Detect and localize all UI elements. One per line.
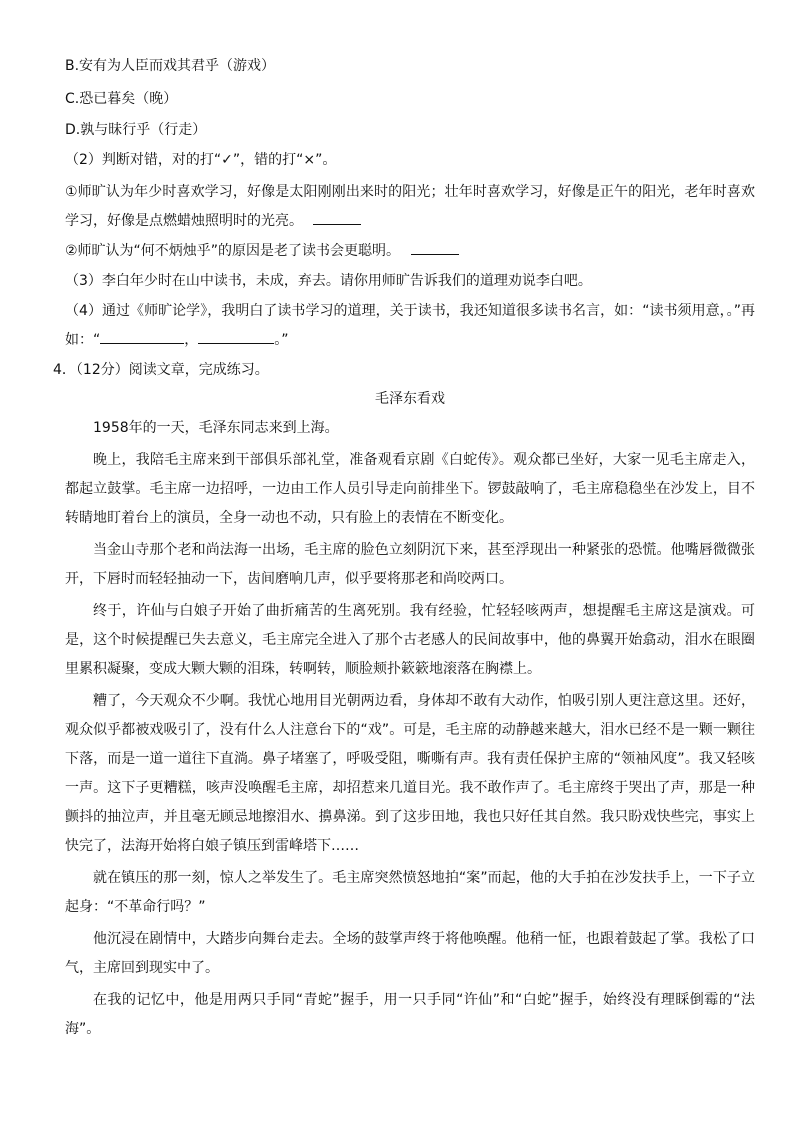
q2-item1-answer-blank[interactable] [313,210,361,225]
article-paragraph-2: 晚上，我陪毛主席来到干部俱乐部礼堂，准备观看京剧《白蛇传》。观众都已坐好，大家一见毛主席走入，都起立鼓掌。毛主席一边招呼，一边由工作人员引导走向前排坐下。锣鼓敲响了，毛主席稳稳坐在沙发上，目不转睛地盯着台上的演员，全身一动也不动，只有脸上的表情在不断变化。 [65,452,755,526]
q2-item1 [65,178,755,236]
option-c: C.恐已暮矣（晚） [65,91,178,107]
q4-sub-comma: ， [184,332,199,348]
question4-header: 4．（12分）阅读文章，完成练习。 [53,362,269,378]
q4-sub [65,297,755,355]
article-paragraph-3: 当金山寺那个老和尚法海一出场，毛主席的脸色立刻阴沉下来，甚至浮现出一种紧张的恐慌。他嘴唇微微张开，下唇时而轻轻抽动一下，齿间磨响几声，似乎要将那老和尚咬两口。 [65,542,755,587]
article-paragraph-4: 终于，许仙与白娘子开始了曲折痛苦的生离死别。我有经验，忙轻轻咳两声，想提醒毛主席这是演戏。可是，这个时候提醒已失去意义，毛主席完全进入了那个古老感人的民间故事中，他的鼻翼开始翕动，泪水在眼圈里累积凝聚，变成大颗大颗的泪珠，转啊转，顺脸颊扑簌簌地滚落在胸襟上。 [65,603,755,677]
q4-sub-text-a: （4）通过《师旷论学》，我明白了读书学习的道理，关于读书，我还知道很多读书名言，如：“读书须用意， [65,303,727,319]
q4-sub-end: 。” [274,332,289,348]
article-paragraph-8: 在我的记忆中，他是用两只手同“青蛇”握手，用一只手同“许仙”和“白蛇”握手，始终没有理睬倒霉的“法海”。 [65,992,755,1037]
q4-quote-blank-1[interactable] [100,329,184,344]
q4-quote-blank-2[interactable] [198,329,274,344]
article-paragraph-1: 1958年的一天，毛泽东同志来到上海。 [93,420,339,436]
worksheet-page [53,52,755,1044]
q3-text: （3）李白年少时在山中读书，未成，弃去。请你用师旷告诉我们的道理劝说李白吧。 [65,273,592,289]
q4-sub-text-b: 。”再如：“ [65,303,755,348]
q2-item2 [65,237,755,266]
q2-stem: （2）判断对错，对的打“✓”，错的打“×”。 [65,152,337,168]
q2-item2-answer-blank[interactable] [411,240,459,255]
article-title: 毛泽东看戏 [375,391,445,407]
article-paragraph-5: 糟了，今天观众不少啊。我忧心地用目光朝两边看，身体却不敢有大动作，怕吸引别人更注意这里。还好，观众似乎都被戏吸引了，没有什么人注意台下的“戏”。可是，毛主席的动静越来越大，泪水已经不是一颗一颗往下落，而是一道一道往下直淌。鼻子堵塞了，呼吸受阻，嘶嘶有声。我有责任保护主席的“领袖风度”。我又轻咳一声。这下子更糟糕，咳声没唤醒毛主席，却招惹来几道目光。我不敢作声了。毛主席终于哭出了声，那是一种颤抖的抽泣声，并且毫无顾忌地擦泪水、擤鼻涕。到了这步田地，我也只好任其自然。我只盼戏快些完，事实上快完了，法海开始将白娘子镇压到雷峰塔下…… [65,693,755,854]
q2-item2-text: ②师旷认为“何不炳烛乎”的原因是老了读书会更聪明。 [65,243,401,259]
article-paragraph-7: 他沉浸在剧情中，大踏步向舞台走去。全场的鼓掌声终于将他唤醒。他稍一怔，也跟着鼓起了掌。我松了口气，主席回到现实中了。 [65,931,755,976]
article-paragraph-6: 就在镇压的那一刻，惊人之举发生了。毛主席突然愤怒地拍“案”而起，他的大手拍在沙发扶手上，一下子立起身：“不革命行吗？” [65,870,755,915]
option-d: D.孰与昧行乎（行走） [65,122,207,138]
option-b: B.安有为人臣而戏其君乎（游戏） [65,58,276,74]
q2-item1-text: ①师旷认为年少时喜欢学习，好像是太阳刚刚出来时的阳光；壮年时喜欢学习，好像是正午的阳光，老年时喜欢学习，好像是点燃蜡烛照明时的光亮。 [65,184,755,229]
